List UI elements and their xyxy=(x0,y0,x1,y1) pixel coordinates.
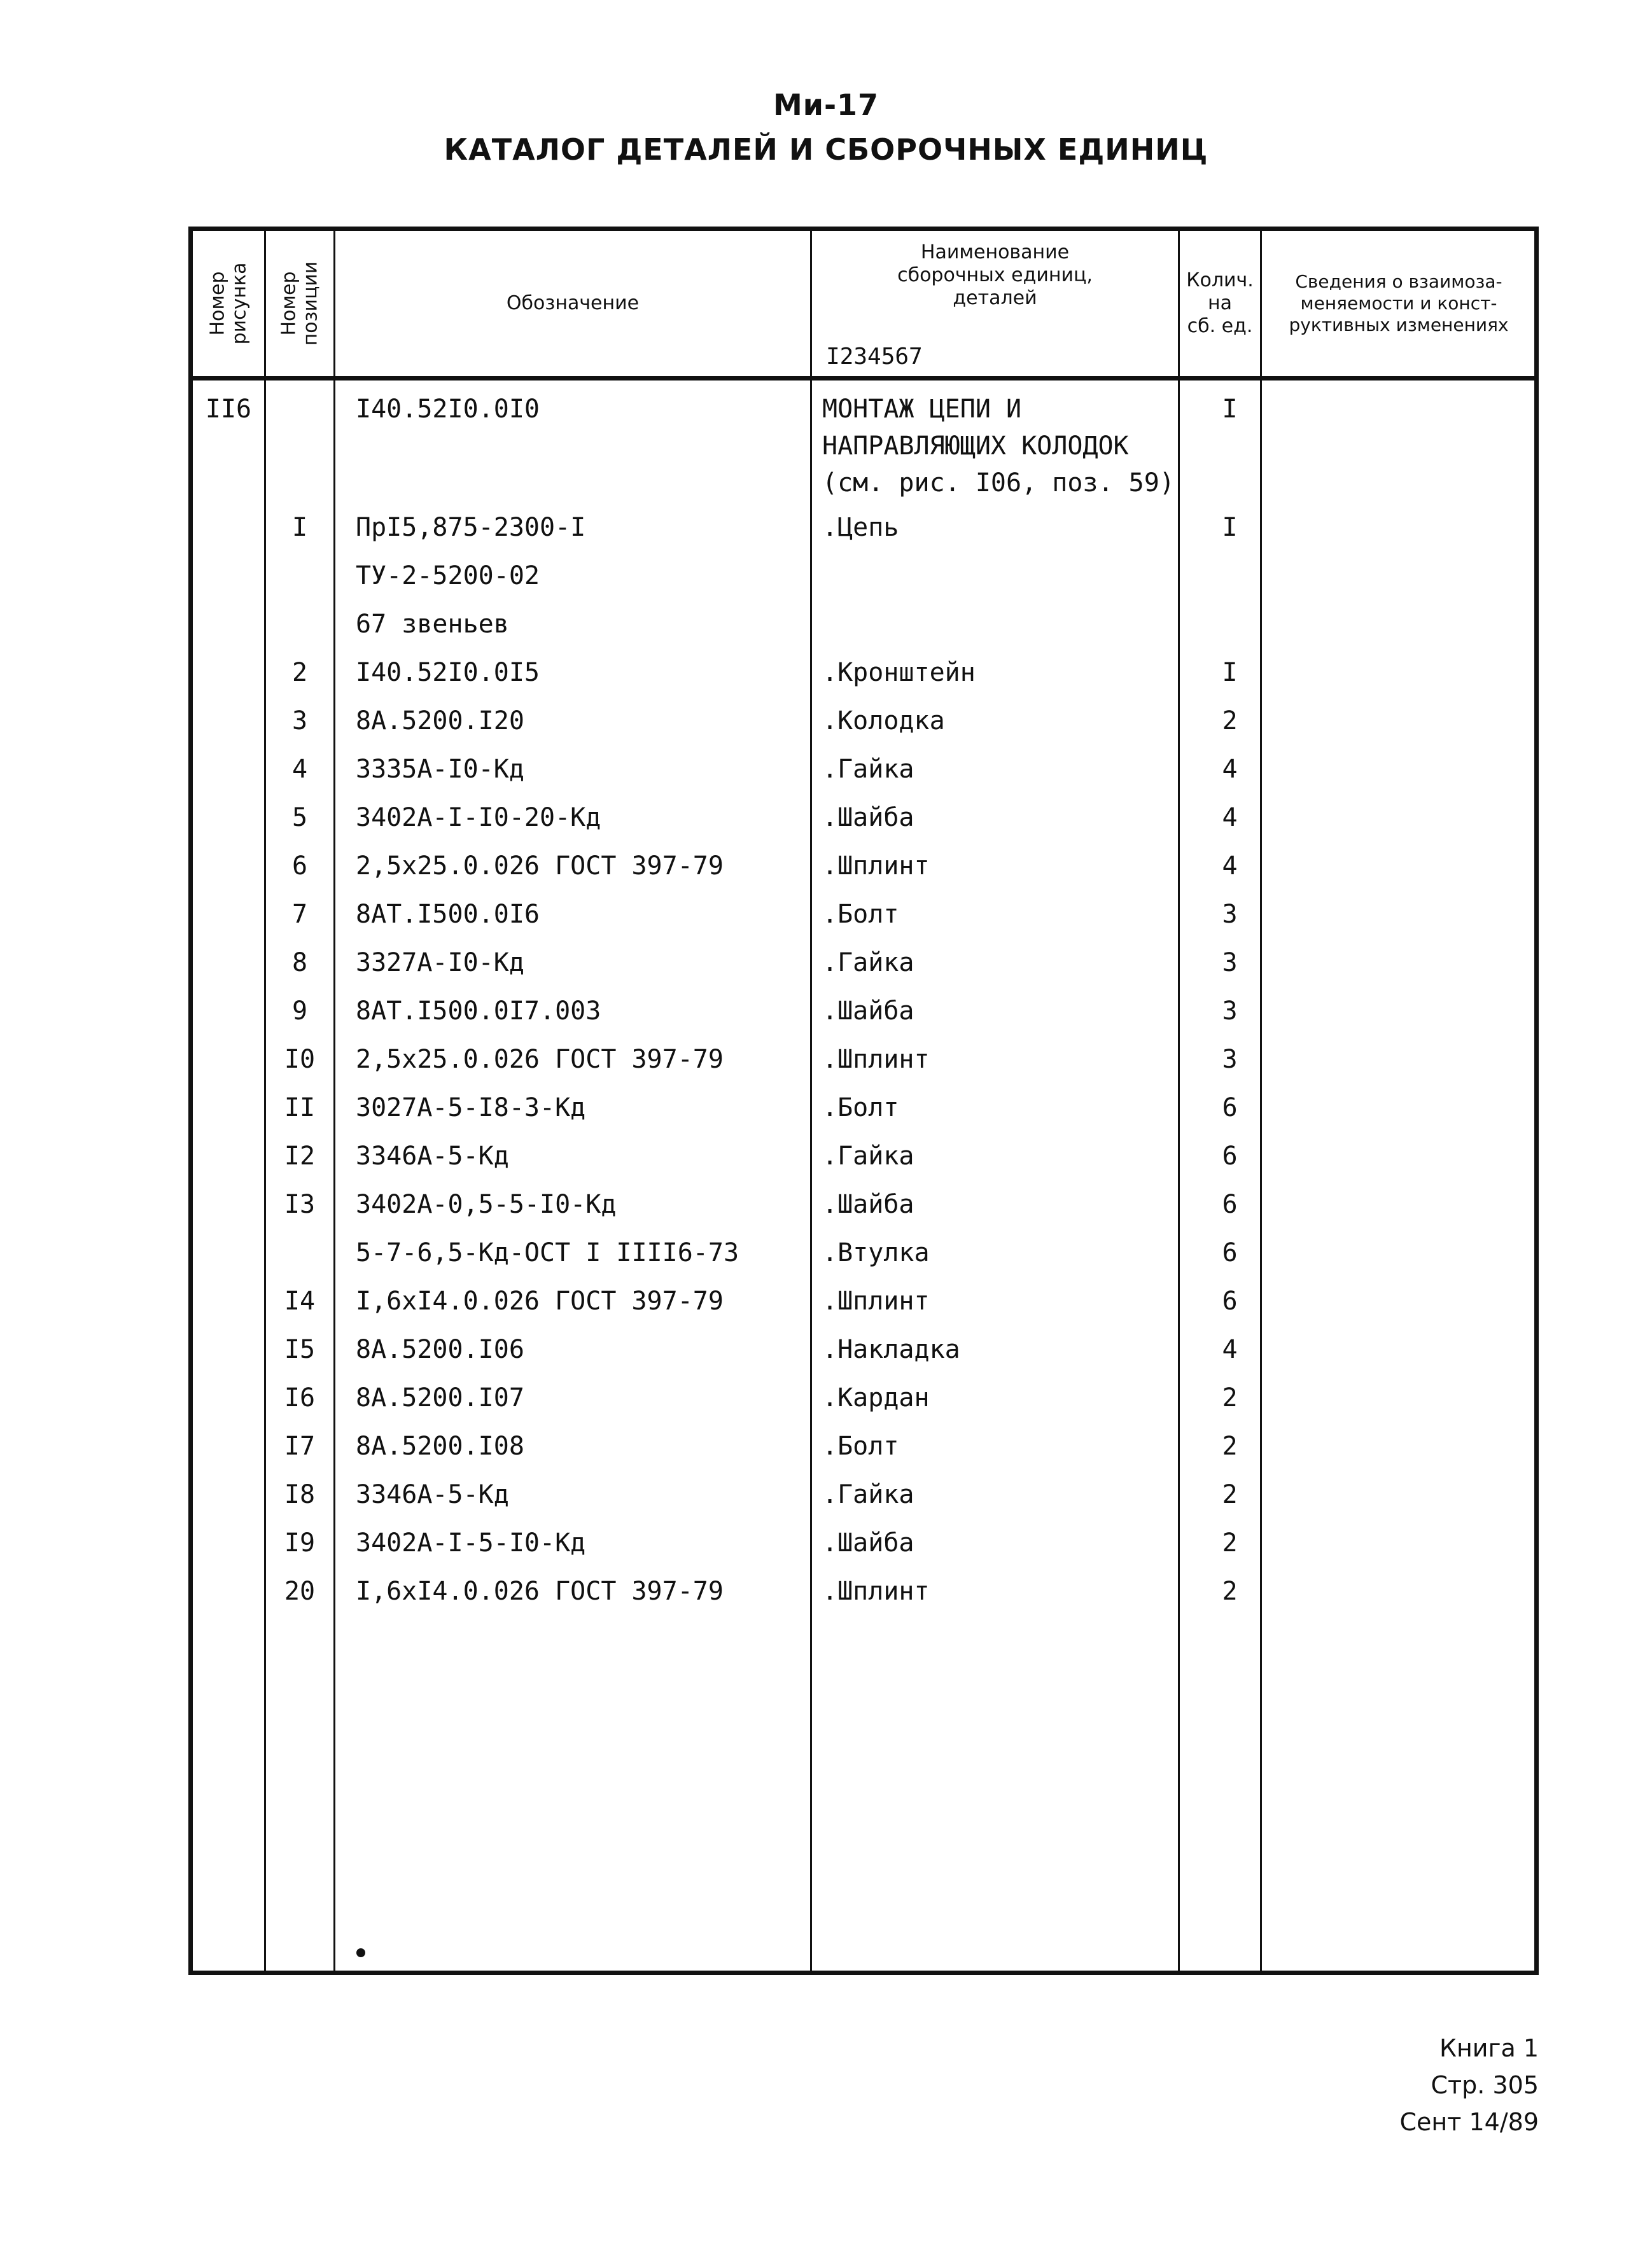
cell-quantity: 4 xyxy=(1222,803,1238,832)
header-name-code: I234567 xyxy=(826,344,923,370)
table-row xyxy=(193,1423,1534,1470)
table-row xyxy=(193,1471,1534,1519)
cell-name: .Шайба xyxy=(822,803,914,832)
header-divider xyxy=(193,376,1534,380)
cell-designation: 3346А-5-Кд xyxy=(356,1480,509,1509)
table-row xyxy=(193,1036,1534,1084)
cell-name: .Гайка xyxy=(822,1141,914,1171)
title-block xyxy=(0,83,1652,172)
table-row xyxy=(193,1374,1534,1422)
cell-name: .Шайба xyxy=(822,996,914,1026)
cell-position-number: 8 xyxy=(291,948,308,977)
header-figure-number: Номер рисунка xyxy=(206,262,250,345)
table-row xyxy=(193,649,1534,697)
cell-designation: 3402А-I-5-I0-Кд xyxy=(356,1528,586,1558)
cell-position-number: 3 xyxy=(291,706,308,736)
cell-designation: 3335А-I0-Кд xyxy=(356,755,524,784)
parts-catalog-table xyxy=(188,227,1539,1975)
cell-designation: ПрI5,875-2300-I xyxy=(356,513,586,542)
cell-position-number: I3 xyxy=(284,1190,316,1219)
cell-designation: 8А.5200.I06 xyxy=(356,1335,524,1364)
cell-name: .Втулка xyxy=(822,1238,930,1267)
cell-designation: 8АТ.I500.0I6 xyxy=(356,900,540,929)
cell-quantity: 4 xyxy=(1222,755,1238,784)
cell-position-number: 9 xyxy=(291,996,308,1026)
cell-name: МОНТАЖ ЦЕПИ И xyxy=(822,394,1022,424)
cell-name: .Болт xyxy=(822,1432,899,1461)
table-row xyxy=(193,939,1534,987)
cell-name: (см. рис. I06, поз. 59) xyxy=(822,468,1175,498)
cell-name: .Шайба xyxy=(822,1528,914,1558)
cell-quantity: 6 xyxy=(1222,1093,1238,1122)
cell-quantity: 2 xyxy=(1222,1383,1238,1413)
cell-designation: I40.52I0.0I5 xyxy=(356,658,540,687)
cell-figure-number: II6 xyxy=(205,394,252,424)
cell-quantity: 4 xyxy=(1222,851,1238,881)
cell-position-number: I2 xyxy=(284,1141,316,1171)
table-row xyxy=(193,1326,1534,1374)
table-row xyxy=(193,842,1534,890)
book-label: Книга 1 xyxy=(1439,2034,1539,2062)
cell-position-number: 4 xyxy=(291,755,308,784)
header-interchangeability: Сведения о взаимоза- меняемости и конст- руктивных изменениях xyxy=(1289,271,1509,335)
cell-quantity: 3 xyxy=(1222,1045,1238,1074)
table-row xyxy=(193,1278,1534,1325)
table-row xyxy=(193,459,1534,507)
table-row xyxy=(193,1133,1534,1180)
cell-name: .Накладка xyxy=(822,1335,960,1364)
cell-quantity: 2 xyxy=(1222,1577,1238,1606)
cell-name: .Кардан xyxy=(822,1383,930,1413)
cell-position-number: I4 xyxy=(284,1287,316,1316)
cell-quantity: 6 xyxy=(1222,1190,1238,1219)
cell-quantity: 6 xyxy=(1222,1238,1238,1267)
cell-quantity: I xyxy=(1222,658,1238,687)
cell-position-number: II xyxy=(284,1093,316,1122)
header-designation: Обозначение xyxy=(506,292,640,314)
cell-quantity: 2 xyxy=(1222,1528,1238,1558)
cell-position-number: I5 xyxy=(284,1335,316,1364)
cell-quantity: I xyxy=(1222,394,1238,424)
document-subtitle: КАТАЛОГ ДЕТАЛЕЙ И СБОРОЧНЫХ ЕДИНИЦ xyxy=(444,132,1208,167)
cell-designation: 3027А-5-I8-3-Кд xyxy=(356,1093,586,1122)
table-row xyxy=(193,601,1534,648)
cell-position-number: I xyxy=(291,513,308,542)
cell-designation: 8А.5200.I20 xyxy=(356,706,524,736)
revision-date: Сент 14/89 xyxy=(1399,2108,1539,2136)
cell-name: .Гайка xyxy=(822,948,914,977)
cell-quantity: I xyxy=(1222,513,1238,542)
table-row xyxy=(193,1084,1534,1132)
cell-quantity: 2 xyxy=(1222,706,1238,736)
cell-quantity: 3 xyxy=(1222,996,1238,1026)
table-row xyxy=(193,697,1534,745)
header-position-number: Номер позиции xyxy=(277,261,321,346)
page-footer xyxy=(1400,2030,1539,2140)
cell-name: .Шплинт xyxy=(822,1045,930,1074)
cell-designation: 8А.5200.I07 xyxy=(356,1383,524,1413)
cell-designation: 3402А-I-I0-20-Кд xyxy=(356,803,601,832)
cell-designation: ТУ-2-5200-02 xyxy=(356,561,540,590)
header-quantity: Колич. на сб. ед. xyxy=(1186,269,1254,337)
cell-designation: I40.52I0.0I0 xyxy=(356,394,540,424)
cell-position-number: 5 xyxy=(291,803,308,832)
cell-position-number: I0 xyxy=(284,1045,316,1074)
cell-name: .Болт xyxy=(822,1093,899,1122)
header-name: Наименование сборочных единиц, деталей I234567 xyxy=(826,241,1093,370)
cell-designation: 3327А-I0-Кд xyxy=(356,948,524,977)
cell-name: .Цепь xyxy=(822,513,899,542)
table-row xyxy=(193,504,1534,552)
cell-quantity: 2 xyxy=(1222,1480,1238,1509)
cell-name: .Шплинт xyxy=(822,851,930,881)
cell-position-number: 7 xyxy=(291,900,308,929)
cell-designation: 3402А-0,5-5-I0-Кд xyxy=(356,1190,617,1219)
cell-designation: 2,5х25.0.026 ГОСТ 397-79 xyxy=(356,851,724,881)
cell-designation: 8АТ.I500.0I7.003 xyxy=(356,996,601,1026)
cell-name: .Кронштейн xyxy=(822,658,976,687)
document-title: Ми-17 xyxy=(773,88,879,122)
cell-position-number: I9 xyxy=(284,1528,316,1558)
cell-name: НАПРАВЛЯЮЩИХ КОЛОДОК xyxy=(822,431,1129,461)
cell-quantity: 4 xyxy=(1222,1335,1238,1364)
cell-position-number: I7 xyxy=(284,1432,316,1461)
cell-quantity: 3 xyxy=(1222,900,1238,929)
cell-position-number: 20 xyxy=(284,1577,316,1606)
cell-name: .Шайба xyxy=(822,1190,914,1219)
cell-quantity: 2 xyxy=(1222,1432,1238,1461)
cell-position-number: 6 xyxy=(291,851,308,881)
table-row xyxy=(193,988,1534,1035)
table-row xyxy=(193,1229,1534,1277)
cell-name: .Шплинт xyxy=(822,1287,930,1316)
cell-position-number: 2 xyxy=(291,658,308,687)
cell-name: .Шплинт xyxy=(822,1577,930,1606)
cell-designation: I,6хI4.0.026 ГОСТ 397-79 xyxy=(356,1287,724,1316)
cell-name: .Колодка xyxy=(822,706,945,736)
cell-quantity: 6 xyxy=(1222,1141,1238,1171)
cell-name: .Гайка xyxy=(822,755,914,784)
cell-position-number: I8 xyxy=(284,1480,316,1509)
cell-quantity: 6 xyxy=(1222,1287,1238,1316)
table-row xyxy=(193,746,1534,793)
table-row xyxy=(193,891,1534,939)
cell-designation: 2,5х25.0.026 ГОСТ 397-79 xyxy=(356,1045,724,1074)
cell-designation: 5-7-6,5-Кд-ОСТ I IIII6-73 xyxy=(356,1238,739,1267)
table-row xyxy=(193,1568,1534,1616)
table-row xyxy=(193,552,1534,600)
cell-designation: 67 звеньев xyxy=(356,610,509,639)
table-row xyxy=(193,1181,1534,1229)
table-row xyxy=(193,1519,1534,1567)
dot-mark xyxy=(356,1948,365,1957)
cell-designation: 3346А-5-Кд xyxy=(356,1141,509,1171)
cell-position-number: I6 xyxy=(284,1383,316,1413)
page-number: Стр. 305 xyxy=(1431,2071,1539,2099)
cell-quantity: 3 xyxy=(1222,948,1238,977)
cell-name: .Гайка xyxy=(822,1480,914,1509)
cell-name: .Болт xyxy=(822,900,899,929)
cell-designation: 8А.5200.I08 xyxy=(356,1432,524,1461)
table-row xyxy=(193,794,1534,842)
cell-designation: I,6хI4.0.026 ГОСТ 397-79 xyxy=(356,1577,724,1606)
